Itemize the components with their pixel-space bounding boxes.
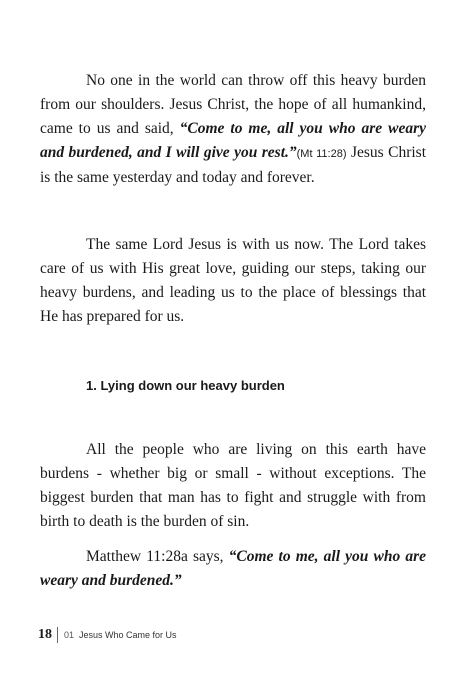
paragraph-1-text-a: No one in the world can throw off this heavy burden from our shoulders. Jesus Christ, the hope of all humankind, came to us and said, bbox=[40, 72, 426, 137]
page-footer bbox=[38, 626, 177, 644]
paragraph-3-text: All the people who are living on this earth have burdens - whether big or small - without exceptions. The biggest burden that man has to fight and struggle with from birth to death is the burden of sin. bbox=[40, 441, 426, 530]
scripture-quote: “Come to me, all you who are weary and burdened.” bbox=[40, 548, 427, 589]
paragraph-4 bbox=[40, 545, 426, 593]
scripture-quote: “Come to me, all you who are weary and burdened, and I will give you rest.” bbox=[40, 120, 426, 161]
chapter-number: 01 bbox=[64, 630, 75, 640]
paragraph-2-text: The same Lord Jesus is with us now. The Lord takes care of us with His great love, guiding our steps, taking our heavy burdens, and leading us to the place of blessings that He has prepared for us. bbox=[40, 236, 426, 325]
footer-divider bbox=[57, 627, 58, 643]
scripture-reference: (Mt 11:28) bbox=[296, 148, 347, 160]
page-number: 18 bbox=[38, 627, 52, 642]
paragraph-4-text-a: Matthew 11:28a says, bbox=[86, 548, 229, 565]
paragraph-1-text-b: Jesus Christ is the same yesterday and today and forever. bbox=[40, 144, 426, 186]
section-heading: 1. Lying down our heavy burden bbox=[86, 378, 285, 393]
chapter-title: Jesus Who Came for Us bbox=[79, 630, 177, 640]
paragraph-3 bbox=[40, 438, 426, 534]
paragraph-2 bbox=[40, 233, 426, 329]
paragraph-1 bbox=[40, 69, 426, 190]
